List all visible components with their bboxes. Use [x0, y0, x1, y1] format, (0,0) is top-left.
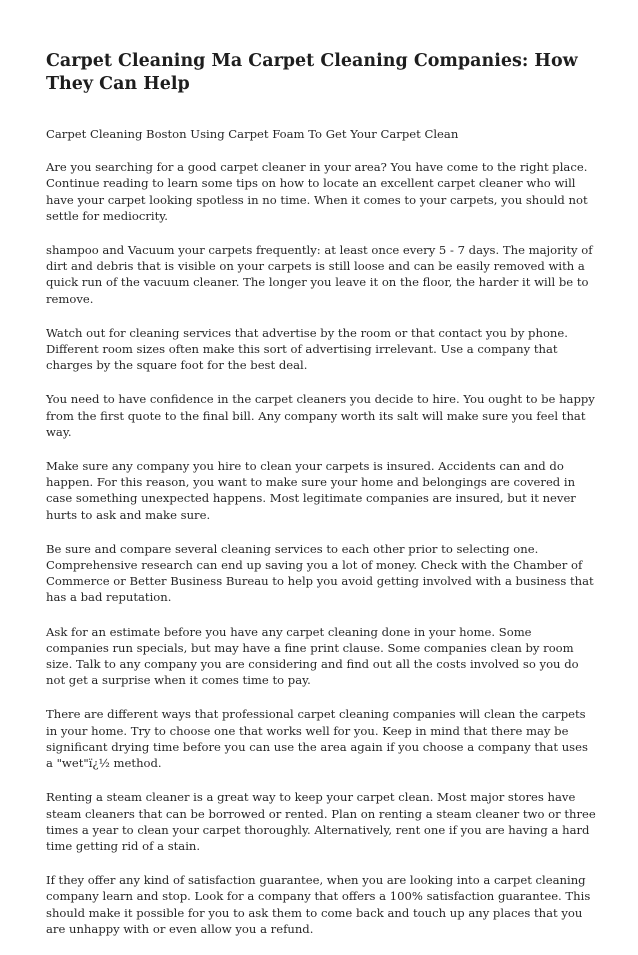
page-title: Carpet Cleaning Ma Carpet Cleaning Companies: How They Can Help [46, 51, 578, 94]
document-subtitle: Carpet Cleaning Boston Using Carpet Foam To Get Your Carpet Clean [46, 127, 459, 141]
paragraph: There are different ways that professional carpet cleaning companies will clean the carpets in your home. Try to choose one that works well for you. Keep in mind that there may be significant drying time before you can use the area again if you choose a company that uses a "wet"ï¿½ method. [46, 707, 588, 771]
paragraph: Ask for an estimate before you have any carpet cleaning done in your home. Some companies run specials, but may have a fine print clause. Some companies clean by room size. Talk to any company you are considering and find out all the costs involved so you do not get a surprise when it comes time to pay. [46, 624, 579, 688]
paragraph: Watch out for cleaning services that advertise by the room or that contact you by phone. Different room sizes often make this sort of advertising irrelevant. Use a company that charges by the square foot for the best deal. [46, 325, 568, 373]
paragraph: Are you searching for a good carpet cleaner in your area? You have come to the right place. Continue reading to learn some tips on how to locate an excellent carpet cleaner who will have your carpet looking spotless in no time. When it comes to your carpets, you should not settle for mediocrity. [46, 160, 588, 223]
paragraph: If they offer any kind of satisfaction guarantee, when you are looking into a carpet cleaning company learn and stop. Look for a company that offers a 100% satisfaction guarantee. This should make it possible for you to ask them to come back and touch up any places that you are unhappy with or even allow you a refund. [46, 873, 591, 936]
document-page [46, 50, 598, 955]
paragraph: Make sure any company you hire to clean your carpets is insured. Accidents can and do happen. For this reason, you want to make sure your home and belongings are covered in case something unexpected happens. Most legitimate companies are insured, but it never hurts to ask and make sure. [46, 459, 576, 522]
paragraph: You need to have confidence in the carpet cleaners you decide to hire. You ought to be happy from the first quote to the final bill. Any company worth its salt will make sure you feel that way. [46, 392, 595, 439]
paragraph: shampoo and Vacuum your carpets frequently: at least once every 5 - 7 days. The majority of dirt and debris that is visible on your carpets is still loose and can be easily removed with a quick run of the vacuum cleaner. The longer you leave it on the floor, the harder it will be to remove. [46, 243, 593, 306]
paragraph: Renting a steam cleaner is a great way to keep your carpet clean. Most major stores have steam cleaners that can be borrowed or rented. Plan on renting a steam cleaner two or three times a year to clean your carpet thoroughly. Alternatively, rent one if you are having a hard time getting rid of a stain. [46, 790, 596, 853]
paragraph: Be sure and compare several cleaning services to each other prior to selecting one. Comprehensive research can end up saving you a lot of money. Check with the Chamber of Commerce or Better Business Bureau to help you avoid getting involved with a business that has a bad reputation. [46, 541, 594, 605]
